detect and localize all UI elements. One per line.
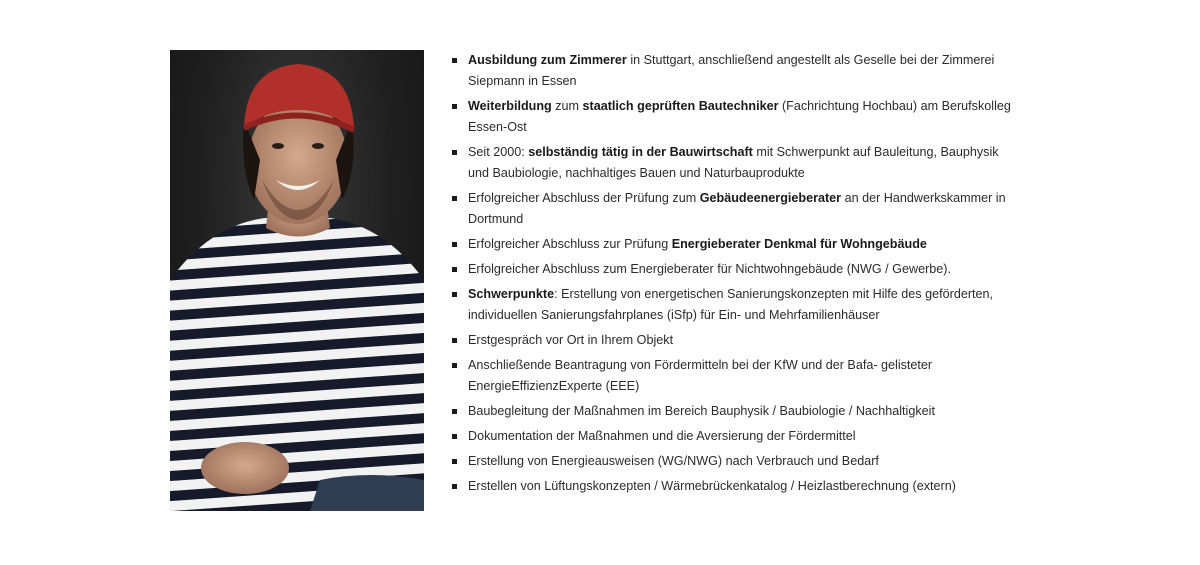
list-item-text: Erfolgreicher Abschluss zur Prüfung	[468, 237, 672, 251]
qualifications-list	[452, 50, 1012, 501]
portrait-photo	[170, 50, 424, 511]
list-item-highlight: Ausbildung zum Zimmerer	[468, 53, 627, 67]
list-item	[452, 355, 1012, 397]
list-item-highlight: Weiterbildung	[468, 99, 552, 113]
list-item	[452, 259, 1012, 280]
list-item	[452, 426, 1012, 447]
list-item-highlight: Energieberater Denkmal für Wohngebäude	[671, 237, 927, 251]
list-item	[452, 188, 1012, 230]
portrait-illustration	[170, 50, 424, 511]
list-item-text: an der Handwerkskammer in Dortmund	[468, 191, 1006, 226]
list-item-text: Baubegleitung der Maßnahmen im Bereich Bauphysik / Baubiologie / Nachhaltigkeit	[468, 404, 935, 418]
list-item	[452, 476, 1012, 497]
list-item-text: Erfolgreicher Abschluss zum Energieberater für Nichtwohngebäude (NWG / Gewerbe).	[468, 262, 951, 276]
list-item	[452, 330, 1012, 351]
list-item-highlight: Schwerpunkte	[468, 287, 555, 301]
list-item-highlight: staatlich geprüften Bautechniker	[582, 99, 779, 113]
list-item	[452, 96, 1012, 138]
list-item-highlight: selbständig tätig in der Bauwirtschaft	[528, 145, 753, 159]
list-item-text: Erfolgreicher Abschluss der Prüfung zum	[468, 191, 700, 205]
list-item	[452, 234, 1012, 255]
list-item-text: mit Schwerpunkt auf Bauleitung, Bauphysik und Baubiologie, nachhaltiges Bauen und Naturbauprodukte	[468, 145, 999, 180]
list-item-text: Anschließende Beantragung von Fördermitteln bei der KfW und der Bafa- gelisteter EnergieEffizienzExperte (EEE)	[468, 358, 933, 393]
list-item	[452, 451, 1012, 472]
list-item-text: (Fachrichtung Hochbau) am Berufskolleg Essen-Ost	[468, 99, 1011, 134]
list-item-text: in Stuttgart, anschließend angestellt als Geselle bei der Zimmerei Siepmann in Essen	[468, 53, 995, 88]
list-item-text: : Erstellung von energetischen Sanierungskonzepten mit Hilfe des geförderten, individuellen Sanierungsfahrplanes (iSfp) für Ein- und Mehrfamilienhäuser	[468, 287, 994, 322]
list-item	[452, 284, 1012, 326]
list-item-text: zum	[551, 99, 583, 113]
list-item	[452, 50, 1012, 92]
list-item	[452, 142, 1012, 184]
list-item-text: Erstellung von Energieausweisen (WG/NWG) nach Verbrauch und Bedarf	[468, 454, 879, 468]
list-item	[452, 401, 1012, 422]
list-item-highlight: Gebäudeenergieberater	[699, 191, 842, 205]
list-item-text: Erstellen von Lüftungskonzepten / Wärmebrückenkatalog / Heizlastberechnung (extern)	[468, 479, 956, 493]
list-item-text: Erstgespräch vor Ort in Ihrem Objekt	[468, 333, 674, 347]
list-item-text: Seit 2000:	[468, 145, 529, 159]
list-item-text: Dokumentation der Maßnahmen und die Aversierung der Fördermittel	[468, 429, 856, 443]
